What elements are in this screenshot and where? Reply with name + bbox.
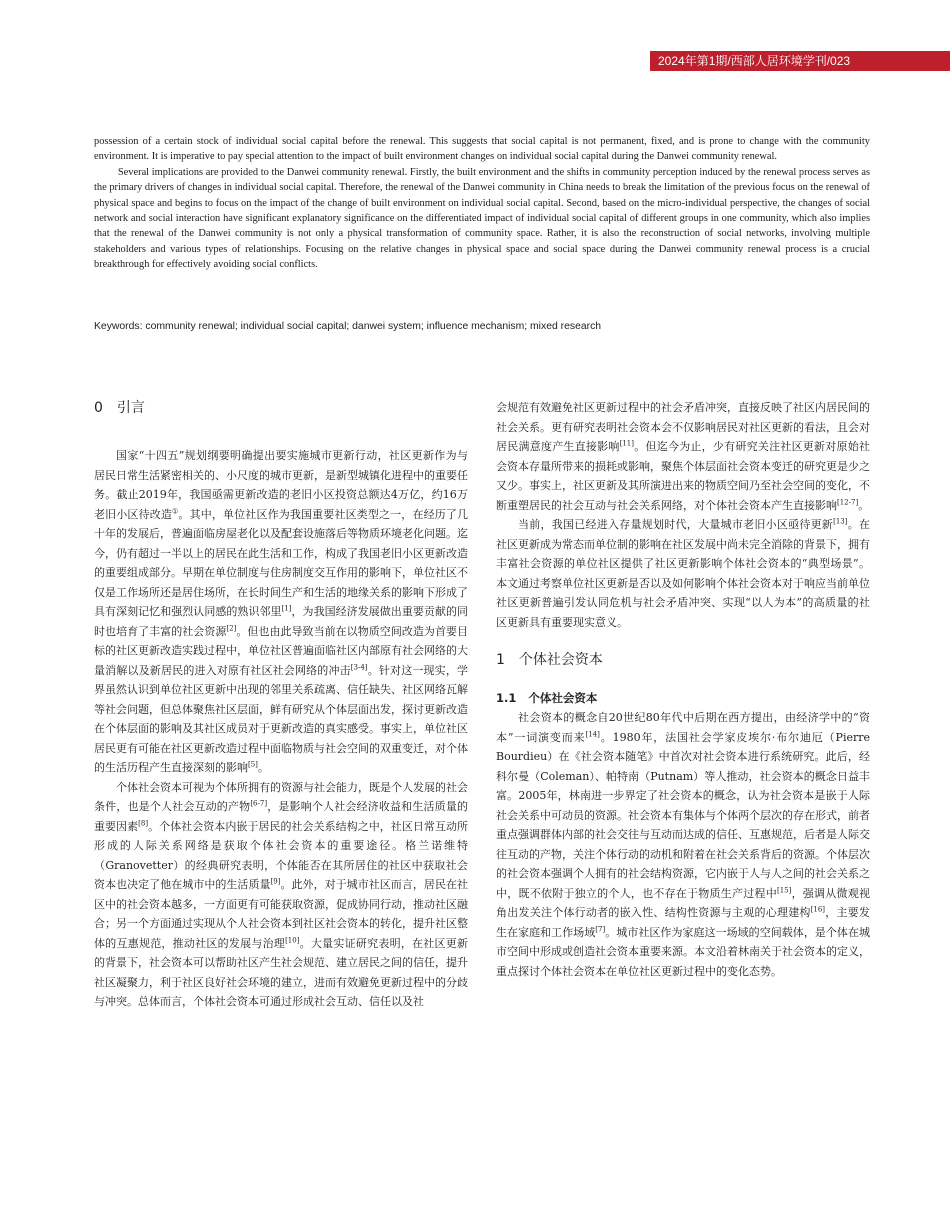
section-title: 引言 — [116, 400, 145, 416]
text-run: 。其中，单位社区作为我国重要社区类型之一，在经历了几十年的发展后，普遍面临房屋老化以及配套设施落后等物质环境老化问题。迄今，仍有超过一半以上的居民在此生活和工作，构成了我国老旧小区更新改造的重要组成部分。早期在单位制度与住房制度交互作用的影响下，单位社区不仅是工作场所还是居住场所，在长时间生产和生活的地缘关系的影响下形成了具有深刻记忆和强烈认同感的熟识邻里 — [94, 507, 469, 618]
keywords-label: Keywords: — [94, 321, 143, 332]
section-heading-intro — [94, 398, 468, 418]
text-run: ，主要发生在家庭和工作场域 — [496, 906, 870, 939]
text-run: 。针对这一现实，学界虽然认识到单位社区更新中出现的邻里关系疏离、信任缺失、社区网络瓦解等社会问题，但总体聚焦社区层面，鲜有研究从个体层面出发，探讨更新改造在个体层面的影响及其社区成员对于更新改造的真实感受。事实上，单位社区居民更有可能在社区更新改造过程中面临物质与社会空间的双重变迁，对个体的生活历程产生直接深刻的影响 — [94, 663, 469, 774]
subsection-heading-1-1 — [496, 688, 870, 708]
citation-ref: ① — [172, 506, 179, 515]
intro-paragraph-2-continued — [496, 398, 870, 515]
citation-ref: [6-7] — [250, 799, 268, 808]
citation-ref: [13] — [833, 517, 848, 526]
section1-paragraph-1 — [496, 708, 870, 981]
text-run: 。城市社区作为家庭这一场域的空间载体，是个体在城市空间中形成或创造社会资本重要来源。本文沿着林南关于社会资本的定义，重点探讨个体社会资本在单位社区更新过程中的变化态势。 — [496, 925, 871, 978]
section-number: 0 — [94, 400, 103, 416]
abstract-paragraph-2: Several implications are provided to the Danwei community renewal. Firstly, the built environment and the shifts in community perception induced by the renewal process serves as the primary drivers of changes in individual social capital. Therefore, the renewal of the Danwei community in China needs to break the limitation of the previous focus on the renewal of physical space and begins to focus on the impact of the change of built environment on individual social capital. Second, based on the micro-individual perspective, the changes of social network and social interaction have significant explanatory significance on the differentiated impact of individual social capital of different groups in one community, which also implies that the renewal of the Danwei community is not only a physical transformation of community space. Rather, it is also the reconstruction of social networks, involving multiple stakeholders and various types of relationships. Focusing on the relative changes in physical space and social space during the Danwei community renewal process is a crucial breakthrough for effectively avoiding social conflicts. — [94, 166, 870, 271]
text-run: 。但也由此导致当前在以物质空间改造为首要目标的社区更新改造实践过程中，单位社区普遍面临社区内部原有社会网络的大量消解以及新居民的进入对原有社区社会网络的冲击 — [94, 624, 469, 677]
section-title: 个体社会资本 — [518, 652, 603, 668]
text-run: 。个体社会资本内嵌于居民的社会关系结构之中，社区日常互动所形成的人际关系网络是获取个体社会资本的重要途径。格兰诺维特（Granovetter）的经典研究表明，个体能否在其所居住的社区中获取社会资本也决定了他在城市中的生活质量 — [94, 819, 469, 891]
section-heading-individual-social-capital — [496, 650, 870, 670]
text-run: ，为我国经济发展做出重要贡献的同时也培育了丰富的社会资源 — [94, 605, 469, 638]
keywords-text: community renewal; individual social capital; danwei system; influence mechanism; mixed research — [142, 321, 602, 332]
text-run: 。但迄今为止，少有研究关注社区更新对原始社会资本存量所带来的损耗或影响，聚焦个体层面社会资本变迁的研究更是少之又少。事实上，社区更新及其所演进出来的物质空间乃至社会空间的变化，不断重塑居民的社会互动与社会关系网络，对个体社会资本产生直接影响 — [496, 440, 871, 512]
citation-ref: [5] — [248, 760, 258, 769]
subsection-title: 个体社会资本 — [528, 691, 598, 705]
citation-ref: [14] — [585, 729, 600, 738]
text-run: 。1980年，法国社会学家皮埃尔·布尔迪厄（Pierre Bourdieu）在《社会资本随笔》中首次对社会资本进行系统研究。此后，经科尔曼（Coleman）、帕特南（Putnam）等人推动，社会资本的概念日益丰富。2005年，林南进一步界定了社会资本的概念，认为社会资本是嵌于人际社会关系中可动员的资源。社会资本有集体与个体两个层次的存在形式，前者重点强调群体内部的社会交往与互动而达成的信任、互惠规范，后者是人际交往互动的产物，关注个体行动的动机和附着在社会关系背后的资源。个体层次的社会资本强调个人拥有的社会结构资源，它内嵌于人与人之间的社会关系之中，既不依附于独立的个人，也不存在于物质生产过程中 — [496, 730, 870, 900]
citation-ref: [8] — [138, 818, 149, 827]
text-run: ，是影响个人社会经济收益和生活质量的重要因素 — [94, 800, 469, 833]
keywords-line — [94, 319, 870, 334]
citation-ref: [11] — [619, 439, 634, 448]
citation-ref: [2] — [226, 623, 237, 632]
english-abstract — [94, 134, 870, 273]
text-run: 。此外，对于城市社区而言，居民在社区中的社会资本越多，一方面更有可能获取资源，促成协同行动，推动社区融合；另一个方面通过实现从个人社会资本到社区社会资本的转化，提升社区整体的互惠规范，推动社区的发展与治理 — [94, 878, 469, 950]
journal-header-bar — [650, 51, 950, 71]
citation-ref: [15] — [776, 885, 792, 894]
citation-ref: [16] — [810, 905, 826, 914]
body-column-left — [94, 398, 468, 1012]
abstract-paragraph-1: possession of a certain stock of individual social capital before the renewal. This suggests that social capital is not permanent, fixed, and is prone to change with the community environment. It is imperative to pay special attention to the impact of built environment changes on individual social capital during the Danwei community renewal. — [94, 136, 870, 163]
text-run: 。 — [257, 761, 269, 774]
text-run: 。 — [858, 498, 870, 512]
text-run: 。在社区更新成为常态而单位制的影响在社区发展中尚未完全消除的背景下，拥有丰富社会资源的单位社区提供了社区更新影响个体社会资本的“典型场景”。本文通过考察单位社区更新是否以及如何影响个体社会资本对于响应当前单位社区更新普遍引发认同危机与社会矛盾冲突、实现“以人为本”的高质量的社区更新具有重要现实意义。 — [496, 518, 871, 629]
text-run: 当前，我国已经进入存量规划时代，大量城市老旧小区亟待更新 — [518, 518, 834, 531]
body-column-right — [496, 398, 870, 981]
journal-header-text: 2024年第1期/西部人居环境学刊/023 — [658, 54, 851, 68]
citation-ref: [12-7] — [837, 497, 859, 506]
citation-ref: [9] — [270, 877, 281, 886]
text-run: 社会资本的概念自20世纪80年代中后期在西方提出，由经济学中的“资本”一词演变而来 — [496, 711, 870, 744]
citation-ref: [7] — [595, 924, 606, 933]
subsection-number: 1.1 — [496, 691, 517, 705]
text-run: 国家“十四五”规划纲要明确提出要实施城市更新行动，社区更新作为与居民日常生活紧密相关的、小尺度的城市更新，是新型城镇化进程中的重要任务。截止2019年，我国亟需更新改造的老旧小区投资总额达4万亿，约16万老旧小区待改造 — [94, 449, 468, 521]
citation-ref: [1] — [281, 604, 292, 613]
citation-ref: [10] — [285, 935, 300, 944]
intro-paragraph-2 — [94, 778, 468, 1012]
intro-paragraph-3 — [496, 515, 870, 632]
text-run: 。大量实证研究表明，在社区更新的背景下，社会资本可以帮助社区产生社会规范、建立居民之间的信任，提升社区凝聚力，利于社区良好社会环境的建立，进而有效避免更新过程中的分歧与冲突。总体而言，个体社会资本可通过形成社会互动、信任以及社 — [94, 936, 469, 1008]
text-run: 会规范有效避免社区更新过程中的社会矛盾冲突，直接反映了社区内居民间的社会关系。更有研究表明社会资本会不仅影响居民对社区更新的看法，且会对居民满意度产生直接影响 — [496, 401, 870, 453]
intro-paragraph-1 — [94, 446, 468, 778]
text-run: ，强调从微观视角出发关注个体行动者的嵌入性、结构性资源与主观的心理建构 — [496, 886, 871, 919]
citation-ref: [3-4] — [350, 662, 368, 671]
section-number: 1 — [496, 652, 505, 668]
text-run: 个体社会资本可视为个体所拥有的资源与社会能力，既是个人发展的社会条件，也是个人社会互动的产物 — [94, 780, 468, 813]
